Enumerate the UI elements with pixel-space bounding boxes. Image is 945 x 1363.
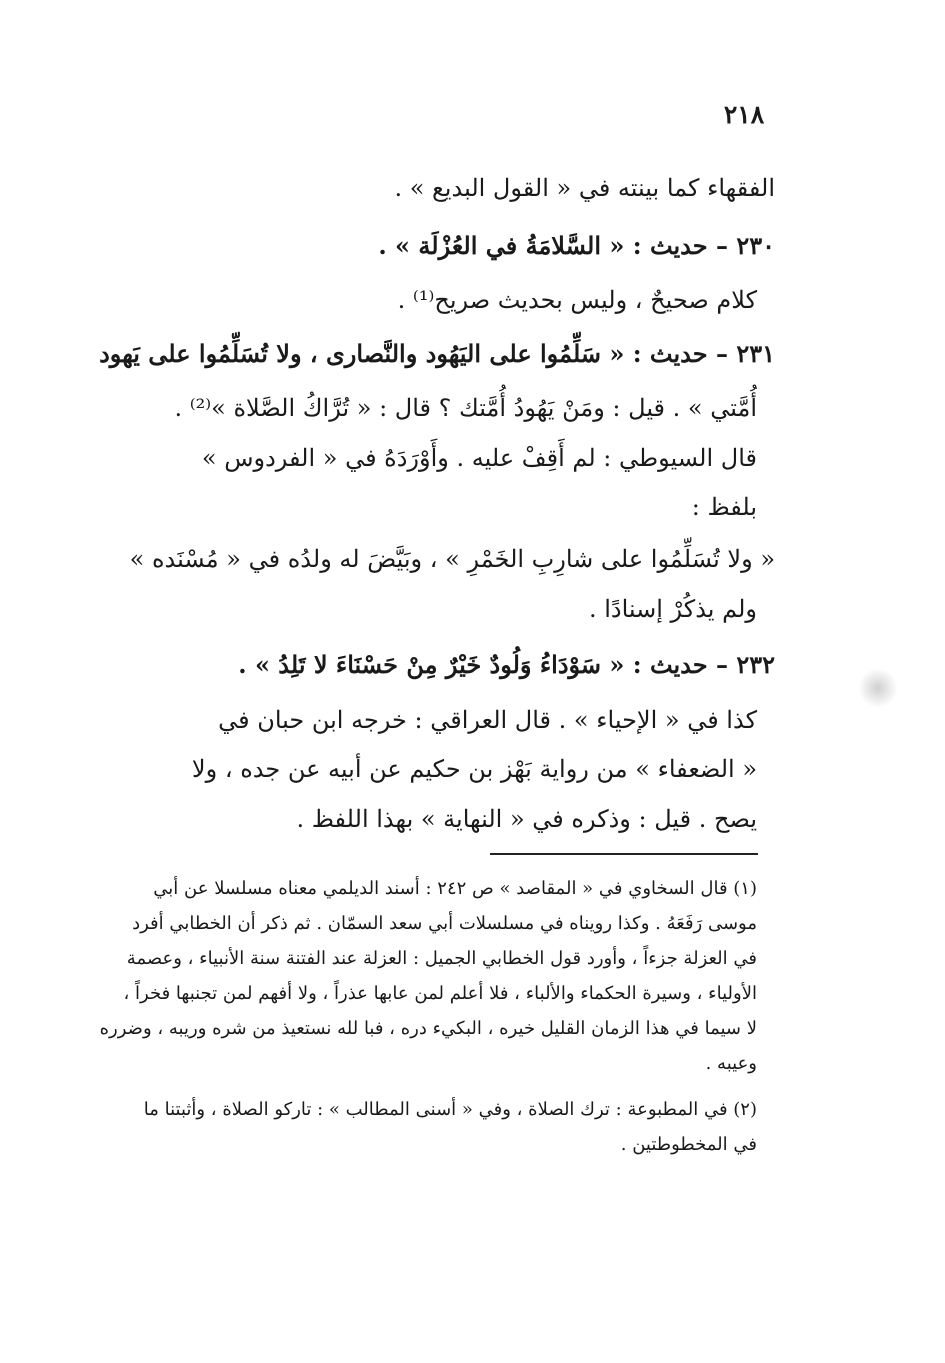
body-line: بلفظ : xyxy=(691,493,757,521)
footnote-1-line: موسى رَفَعَهُ . وكذا رويناه في مسلسلات أبي سعد السمّان . ثم ذكر أن الخطابي أفرد xyxy=(132,913,757,934)
body-line: قال السيوطي : لم أَقِفْ عليه . وأَوْرَدَهُ في « الفردوس » xyxy=(201,444,757,472)
hadith-232-heading: ٢٣٢ – حديث : « سَوْدَاءُ وَلُودٌ خَيْرٌ مِنْ حَسْنَاءَ لا تَلِدُ » . xyxy=(238,650,775,679)
footnote-separator xyxy=(490,853,758,855)
scan-speckle xyxy=(858,668,898,708)
footnote-2-line: (٢) في المطبوعة : ترك الصلاة ، وفي « أسنى المطالب » : تاركو الصلاة ، وأثبتنا ما xyxy=(143,1099,757,1120)
body-line: يصح . قيل : وذكره في « النهاية » بهذا اللفظ . xyxy=(296,805,757,833)
footnote-1-line: لا سيما في هذا الزمان القليل خيره ، البكيء دره ، فبا لله نستعيذ من شره وريبه ، وضرره xyxy=(99,1018,757,1039)
hadith-230-heading: ٢٣٠ – حديث : « السَّلامَةُ في العُزْلَة » . xyxy=(378,231,775,260)
footnote-1-line: وعيبه . xyxy=(705,1053,757,1074)
body-line: كلام صحيحٌ ، وليس بحديث صريح⁽¹⁾ . xyxy=(397,286,757,314)
page-number: ٢١٨ xyxy=(723,100,765,129)
footnote-2-line: في المخطوطتين . xyxy=(620,1134,757,1155)
hadith-231-heading: ٢٣١ – حديث : « سَلِّمُوا على اليَهُود والنَّصارى ، ولا تُسَلِّمُوا على يَهود xyxy=(99,339,775,368)
body-line: أُمَّتي » . قيل : ومَنْ يَهُودُ أُمَّتك ؟ قال : « تُرَّاكُ الصَّلاة »⁽²⁾ . xyxy=(174,394,757,422)
body-line: ولم يذكُرْ إسنادًا . xyxy=(588,595,757,623)
body-line: كذا في « الإحياء » . قال العراقي : خرجه ابن حبان في xyxy=(218,706,757,734)
body-line: « الضعفاء » من رواية بَهْز بن حكيم عن أبيه عن جده ، ولا xyxy=(191,755,757,783)
body-line: الفقهاء كما بينته في « القول البديع » . xyxy=(394,174,775,202)
body-line: « ولا تُسَلِّمُوا على شارِبِ الخَمْرِ » ، وبَيَّضَ له ولدُه في « مُسْنَده » xyxy=(129,545,775,573)
footnote-1-line: الأولياء ، وسيرة الحكماء والألباء ، فلا أعلم لمن عابها عذراً ، ولا أفهم لمن تجنبها فخراً ، xyxy=(123,983,757,1004)
footnote-1-line: (١) قال السخاوي في « المقاصد » ص ٢٤٢ : أسند الديلمي معناه مسلسلا عن أبي xyxy=(153,878,757,899)
footnote-1-line: في العزلة جزءاً ، وأورد قول الخطابي الجميل : العزلة عند الفتنة سنة الأنبياء ، وعصمة xyxy=(126,948,757,969)
